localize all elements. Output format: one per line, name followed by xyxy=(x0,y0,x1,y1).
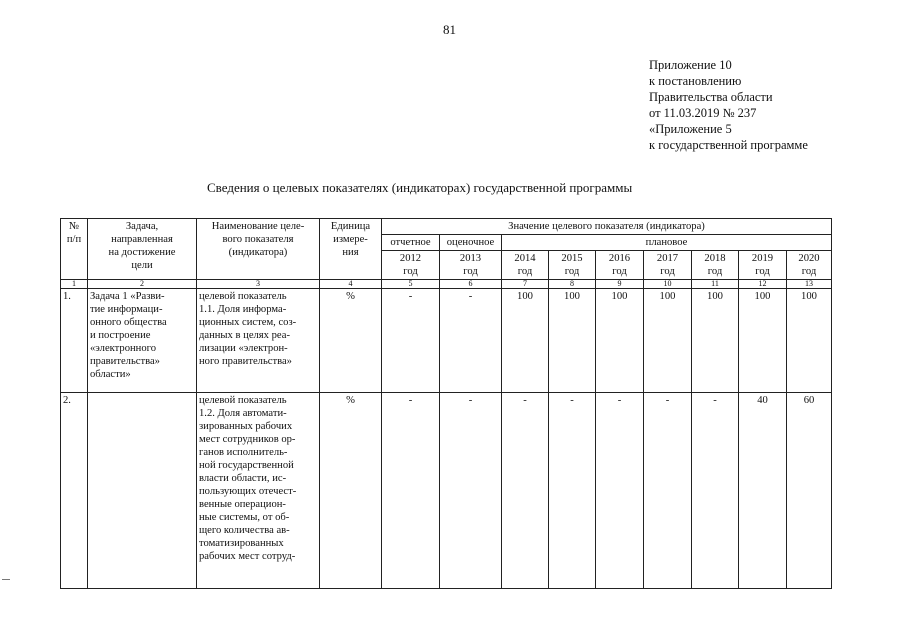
header-task-line: Задача, xyxy=(125,221,159,232)
row-value: - xyxy=(382,289,440,393)
column-number: 11 xyxy=(692,280,739,289)
header-planned: плановое xyxy=(502,235,832,251)
header-row-1 xyxy=(61,219,832,235)
row-unit: % xyxy=(320,289,382,393)
task-line: правительства» xyxy=(90,356,160,367)
indicator-line: 1.1. Доля информа- xyxy=(199,304,287,315)
indicators-table xyxy=(60,218,832,589)
header-unit-line: измере- xyxy=(333,234,368,245)
header-unit xyxy=(320,219,382,280)
indicator-line: венные операцион- xyxy=(199,499,286,510)
indicator-line: ганов исполнитель- xyxy=(199,447,288,458)
indicator-line: щего количества ав- xyxy=(199,525,290,536)
indicator-line: целевой показатель xyxy=(199,395,287,406)
table-row xyxy=(61,289,832,393)
column-number: 8 xyxy=(549,280,596,289)
header-no xyxy=(61,219,88,280)
year-number: 2015 xyxy=(561,253,583,264)
row-unit: % xyxy=(320,393,382,589)
row-value: 100 xyxy=(692,289,739,393)
header-indicator-line: Наименование целе- xyxy=(211,221,305,232)
task-line: «электронного xyxy=(90,343,157,354)
row-value: - xyxy=(440,393,502,589)
column-number: 1 xyxy=(61,280,88,289)
header-no-line: № xyxy=(68,221,80,232)
header-task xyxy=(88,219,197,280)
column-number: 2 xyxy=(88,280,197,289)
header-year xyxy=(596,251,644,280)
task-line: тие информаци- xyxy=(90,304,163,315)
row-value: 100 xyxy=(787,289,832,393)
header-indicator-name xyxy=(197,219,320,280)
year-number: 2017 xyxy=(656,253,679,264)
header-year xyxy=(440,251,502,280)
indicator-line: пользующих отечест- xyxy=(199,486,297,497)
column-number: 9 xyxy=(596,280,644,289)
indicator-line: данных в целях реа- xyxy=(199,330,290,341)
column-number: 4 xyxy=(320,280,382,289)
column-number: 12 xyxy=(739,280,787,289)
appendix-line: Правительства области xyxy=(649,90,773,104)
year-number: 2020 xyxy=(798,253,820,264)
row-value: - xyxy=(382,393,440,589)
appendix-line: «Приложение 5 xyxy=(649,122,732,136)
year-number: 2019 xyxy=(751,253,774,264)
header-task-line: на достижение xyxy=(108,247,176,258)
row-value: 100 xyxy=(549,289,596,393)
header-task-line: цели xyxy=(131,260,153,271)
indicator-line: ного правительства» xyxy=(199,356,292,367)
appendix-line: Приложение 10 xyxy=(649,58,732,72)
row-number: 2. xyxy=(61,393,88,589)
header-unit-line: Единица xyxy=(330,221,371,232)
header-estimated: оценочное xyxy=(440,235,502,251)
indicator-line: ной государственной xyxy=(199,460,294,471)
indicator-line: власти области, ис- xyxy=(199,473,287,484)
indicator-line: целевой показатель xyxy=(199,291,287,302)
indicator-line: ные системы, от об- xyxy=(199,512,290,523)
header-year xyxy=(644,251,692,280)
row-value: - xyxy=(502,393,549,589)
task-line: области» xyxy=(90,369,131,380)
task-line: онного общества xyxy=(90,317,167,328)
year-word: год xyxy=(403,266,418,277)
column-number: 10 xyxy=(644,280,692,289)
header-value-group: Значение целевого показателя (индикатора) xyxy=(382,219,832,235)
indicator-line: 1.2. Доля автомати- xyxy=(199,408,287,419)
column-number: 3 xyxy=(197,280,320,289)
row-value: 100 xyxy=(596,289,644,393)
row-value: 40 xyxy=(739,393,787,589)
indicator-line: томатизированных xyxy=(199,538,284,549)
year-word: год xyxy=(564,266,580,277)
row-value: - xyxy=(692,393,739,589)
row-value: 100 xyxy=(644,289,692,393)
indicator-line: лизации «электрон- xyxy=(199,343,288,354)
year-number: 2014 xyxy=(514,253,536,264)
appendix-header xyxy=(649,57,808,153)
scan-edge-mark xyxy=(2,579,10,580)
header-year xyxy=(692,251,739,280)
header-year xyxy=(787,251,832,280)
appendix-line: к постановлению xyxy=(649,74,742,88)
task-line: Задача 1 «Разви- xyxy=(90,291,165,302)
header-no-line: п/п xyxy=(66,234,82,245)
row-value: 100 xyxy=(739,289,787,393)
page-number: 81 xyxy=(443,22,456,37)
year-number: 2012 xyxy=(399,253,422,264)
indicator-line: рабочих мест сотруд- xyxy=(199,551,296,562)
row-task xyxy=(88,289,197,393)
year-word: год xyxy=(612,266,627,277)
row-value: 100 xyxy=(502,289,549,393)
row-indicator xyxy=(197,289,320,393)
header-year xyxy=(382,251,440,280)
year-word: год xyxy=(801,266,817,277)
appendix-line: от 11.03.2019 № 237 xyxy=(649,106,757,120)
task-line: и построение xyxy=(90,330,151,341)
year-word: год xyxy=(517,266,533,277)
column-number-row xyxy=(61,280,832,289)
row-value: - xyxy=(440,289,502,393)
header-year xyxy=(549,251,596,280)
header-task-line: направленная xyxy=(111,234,173,245)
year-number: 2018 xyxy=(704,253,726,264)
header-indicator-line: (индикатора) xyxy=(228,247,288,258)
header-indicator-line: вого показателя xyxy=(222,234,294,245)
row-value: - xyxy=(596,393,644,589)
appendix-line: к государственной программе xyxy=(649,138,808,152)
column-number: 13 xyxy=(787,280,832,289)
column-number: 6 xyxy=(440,280,502,289)
header-unit-line: ния xyxy=(342,247,359,258)
row-indicator xyxy=(197,393,320,589)
year-word: год xyxy=(660,266,675,277)
indicator-line: зированных рабочих xyxy=(199,421,293,432)
year-word: год xyxy=(755,266,770,277)
header-year xyxy=(739,251,787,280)
year-word: год xyxy=(707,266,723,277)
year-number: 2016 xyxy=(608,253,631,264)
column-number: 7 xyxy=(502,280,549,289)
row-task xyxy=(88,393,197,589)
year-word: год xyxy=(463,266,478,277)
header-reported: отчетное xyxy=(382,235,440,251)
year-number: 2013 xyxy=(459,253,482,264)
row-value: 60 xyxy=(787,393,832,589)
row-number: 1. xyxy=(61,289,88,393)
indicator-line: мест сотрудников ор- xyxy=(199,434,296,445)
column-number: 5 xyxy=(382,280,440,289)
row-value: - xyxy=(644,393,692,589)
row-value: - xyxy=(549,393,596,589)
document-title: Сведения о целевых показателях (индикаторах) государственной программы xyxy=(207,180,633,195)
table-row xyxy=(61,393,832,589)
header-year xyxy=(502,251,549,280)
indicator-line: ционных систем, соз- xyxy=(199,317,297,328)
